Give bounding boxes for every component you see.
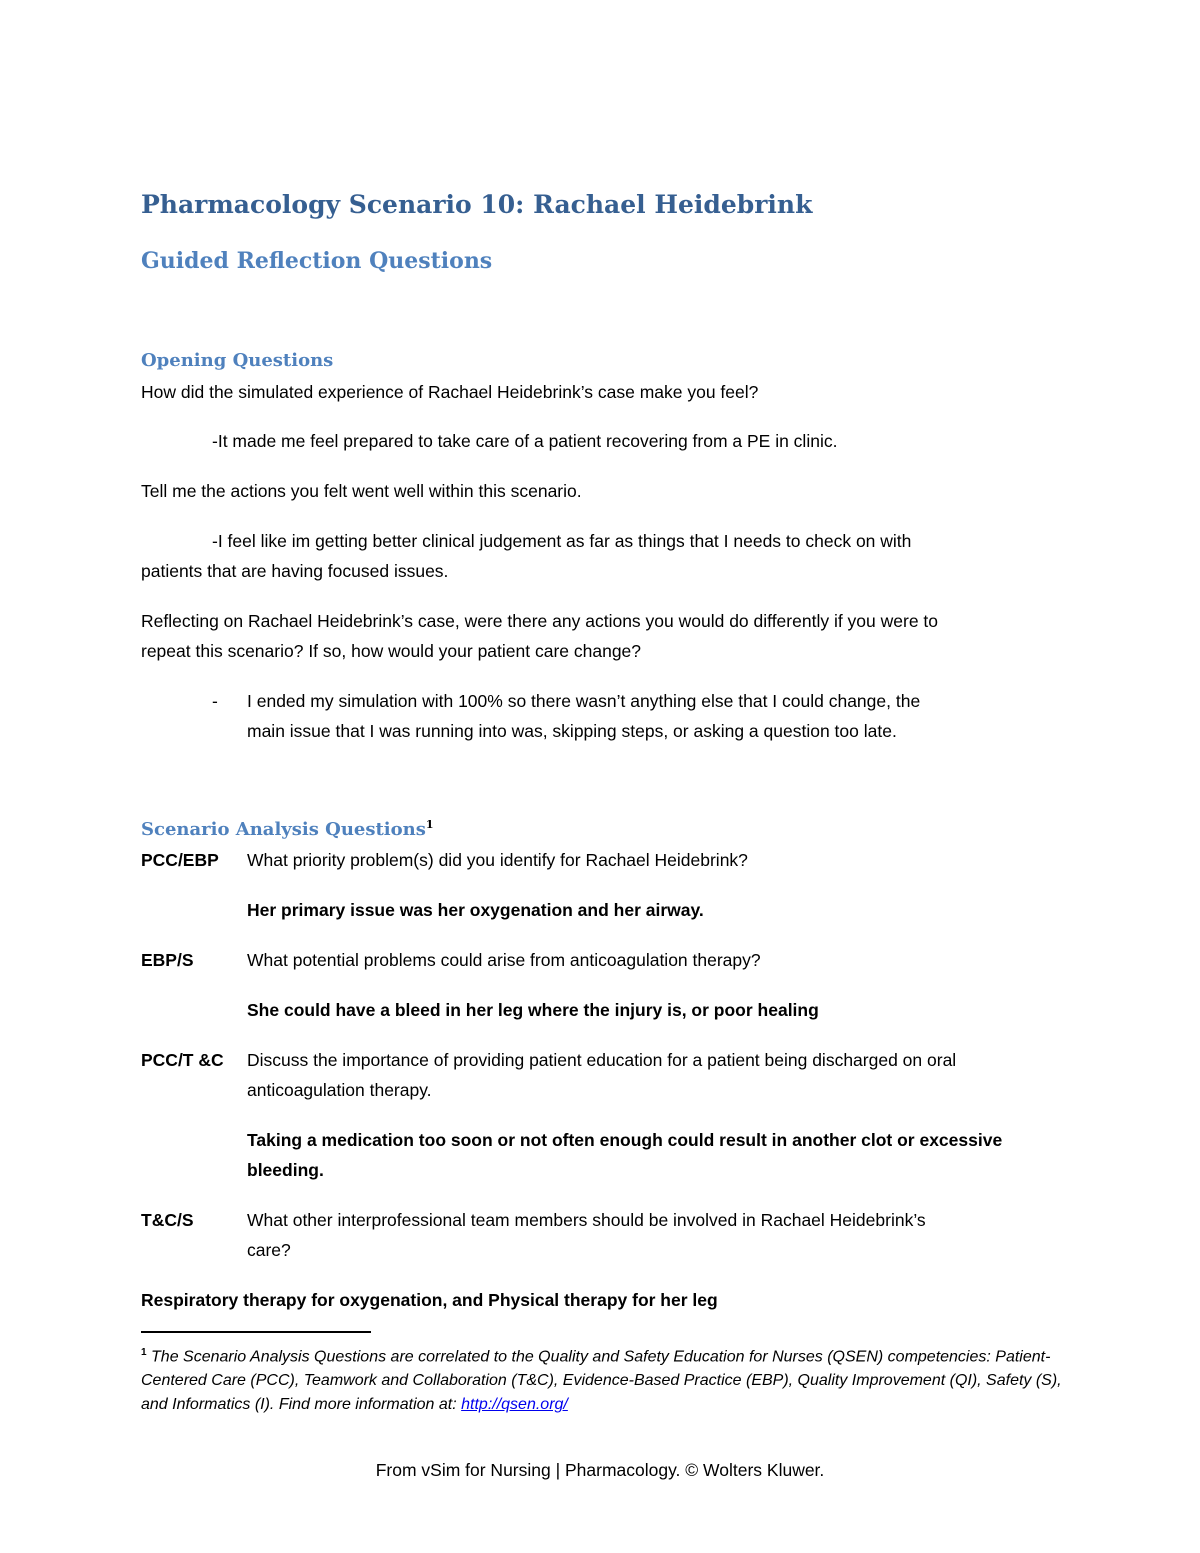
- analysis-label-pcc-tc: PCC/T &C: [141, 1050, 224, 1070]
- scenario-analysis-heading-text: Scenario Analysis Questions: [141, 819, 426, 840]
- analysis-final-answer: Respiratory therapy for oxygenation, and Physical therapy for her leg: [141, 1290, 718, 1310]
- opening-questions-heading: Opening Questions: [141, 350, 334, 371]
- footnote-divider: [141, 1331, 371, 1333]
- analysis-answer-3-line1: Taking a medication too soon or not often enough could result in another clot or excessive: [247, 1130, 1003, 1150]
- analysis-question-1: What priority problem(s) did you identify for Rachael Heidebrink?: [247, 850, 748, 870]
- opening-answer-3-line1: I ended my simulation with 100% so there wasn’t anything else that I could change, the: [247, 691, 921, 711]
- analysis-label-pcc-ebp: PCC/EBP: [141, 850, 219, 870]
- opening-question-3-line1: Reflecting on Rachael Heidebrink’s case, were there any actions you would do differently if you were to: [141, 611, 939, 631]
- analysis-answer-3-line2: bleeding.: [247, 1160, 324, 1180]
- footnote-text: The Scenario Analysis Questions are correlated to the Quality and Safety Education for Nurses (QSEN) competencies: Patient-Centered Care (PCC), Teamwork and Collaboration (T&C), Evidence-Based Practice (EBP), Quality Improvement (QI), Safety (S), and Informatics (I). Find more information at:: [141, 1348, 1062, 1414]
- analysis-question-2: What potential problems could arise from anticoagulation therapy?: [247, 950, 761, 970]
- analysis-answer-1: Her primary issue was her oxygenation and her airway.: [247, 900, 704, 920]
- bullet-dash: -: [212, 691, 218, 711]
- analysis-question-3-line2: anticoagulation therapy.: [247, 1080, 432, 1100]
- opening-answer-2-line1: -I feel like im getting better clinical judgement as far as things that I needs to check on with: [212, 531, 912, 551]
- scenario-analysis-heading: [141, 818, 434, 840]
- page-footer: From vSim for Nursing | Pharmacology. © Wolters Kluwer.: [375, 1460, 825, 1480]
- document-title: Pharmacology Scenario 10: Rachael Heidebrink: [141, 190, 813, 219]
- document-subtitle: Guided Reflection Questions: [141, 248, 493, 274]
- analysis-question-4-line2: care?: [247, 1240, 291, 1260]
- opening-question-3-line2: repeat this scenario? If so, how would your patient care change?: [141, 641, 642, 661]
- qsen-link[interactable]: http://qsen.org/: [461, 1396, 568, 1414]
- opening-answer-2-line2: patients that are having focused issues.: [141, 561, 449, 581]
- opening-answer-1: -It made me feel prepared to take care of a patient recovering from a PE in clinic.: [212, 431, 838, 451]
- analysis-answer-2: She could have a bleed in her leg where the injury is, or poor healing: [247, 1000, 819, 1020]
- opening-answer-3-line2: main issue that I was running into was, skipping steps, or asking a question too late.: [247, 721, 897, 741]
- footnote: [141, 1341, 1071, 1417]
- analysis-question-3-line1: Discuss the importance of providing patient education for a patient being discharged on oral: [247, 1050, 957, 1070]
- analysis-question-4-line1: What other interprofessional team members should be involved in Rachael Heidebrink’s: [247, 1210, 926, 1230]
- opening-question-2: Tell me the actions you felt went well within this scenario.: [141, 481, 582, 501]
- footnote-ref: 1: [425, 818, 434, 831]
- opening-question-1: How did the simulated experience of Rachael Heidebrink’s case make you feel?: [141, 382, 759, 402]
- footnote-marker: 1: [141, 1347, 147, 1358]
- analysis-label-tc-s: T&C/S: [141, 1210, 194, 1230]
- analysis-label-ebp-s: EBP/S: [141, 950, 194, 970]
